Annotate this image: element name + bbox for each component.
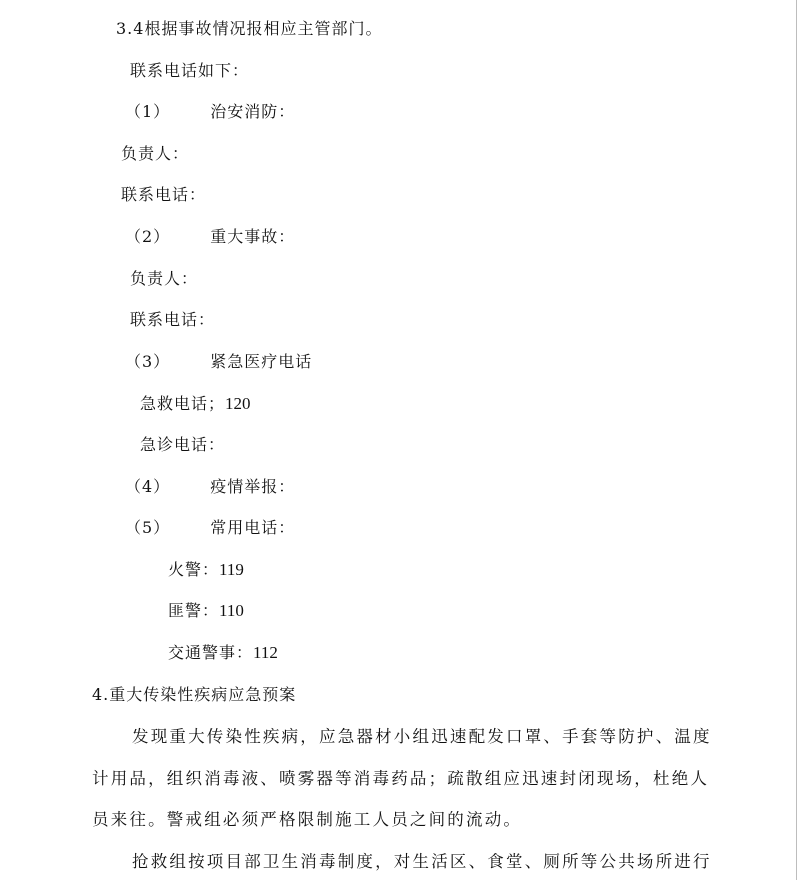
item-5 bbox=[125, 517, 295, 539]
number: 110 bbox=[219, 601, 244, 620]
item-number: （2） bbox=[125, 227, 171, 246]
contact-phone-1 bbox=[121, 184, 206, 206]
item-1 bbox=[125, 101, 295, 123]
number: 120 bbox=[225, 394, 251, 413]
fire-phone bbox=[168, 559, 244, 581]
text: 4.重大传染性疾病应急预案 bbox=[92, 685, 297, 704]
item-4 bbox=[125, 476, 295, 498]
text: 员来往。警戒组必须严格限制施工人员之间的流动。 bbox=[92, 810, 523, 829]
text: 联系电话如下： bbox=[130, 61, 250, 80]
item-label: 紧急医疗电话 bbox=[210, 352, 313, 371]
text: 3.4根据事故情况报相应主管部门。 bbox=[116, 19, 383, 38]
paragraph-line-4 bbox=[132, 851, 712, 873]
number: 112 bbox=[253, 643, 278, 662]
item-number: （1） bbox=[125, 102, 171, 121]
item-label: 疫情举报： bbox=[210, 477, 296, 496]
responsible-person-2 bbox=[130, 268, 198, 290]
label: 匪警： bbox=[168, 601, 220, 620]
paragraph-line-3 bbox=[92, 809, 522, 831]
contact-phone-2 bbox=[130, 309, 215, 331]
emergency-phone bbox=[140, 393, 251, 415]
number: 119 bbox=[219, 560, 244, 579]
item-label: 治安消防： bbox=[210, 102, 296, 121]
contact-intro bbox=[130, 60, 249, 82]
label: 交通警事： bbox=[168, 643, 254, 662]
section-heading-3-4 bbox=[116, 18, 382, 40]
section-heading-4 bbox=[92, 684, 296, 706]
label: 火警： bbox=[168, 560, 220, 579]
paragraph-line-2 bbox=[92, 768, 709, 790]
item-number: （4） bbox=[125, 477, 171, 496]
traffic-police-phone bbox=[168, 642, 278, 664]
text: 联系电话： bbox=[121, 185, 207, 204]
text: 计用品，组织消毒液、喷雾器等消毒药品；疏散组应迅速封闭现场，杜绝人 bbox=[92, 769, 710, 788]
text: 联系电话： bbox=[130, 310, 216, 329]
item-number: （5） bbox=[125, 518, 171, 537]
text: 发现重大传染性疾病，应急器材小组迅速配发口罩、手套等防护、温度 bbox=[132, 727, 712, 746]
item-3 bbox=[125, 351, 312, 373]
paragraph-line-1 bbox=[132, 726, 712, 748]
police-phone bbox=[168, 600, 244, 622]
er-phone bbox=[140, 434, 225, 456]
item-number: （3） bbox=[125, 352, 171, 371]
item-label: 常用电话： bbox=[210, 518, 296, 537]
text: 抢救组按项目部卫生消毒制度，对生活区、食堂、厕所等公共场所进行 bbox=[132, 852, 712, 871]
text: 负责人： bbox=[130, 269, 199, 288]
item-label: 重大事故： bbox=[210, 227, 296, 246]
text: 急诊电话： bbox=[140, 435, 226, 454]
text: 负责人： bbox=[121, 144, 190, 163]
item-2 bbox=[125, 226, 295, 248]
label: 急救电话； bbox=[140, 394, 226, 413]
responsible-person-1 bbox=[121, 143, 189, 165]
